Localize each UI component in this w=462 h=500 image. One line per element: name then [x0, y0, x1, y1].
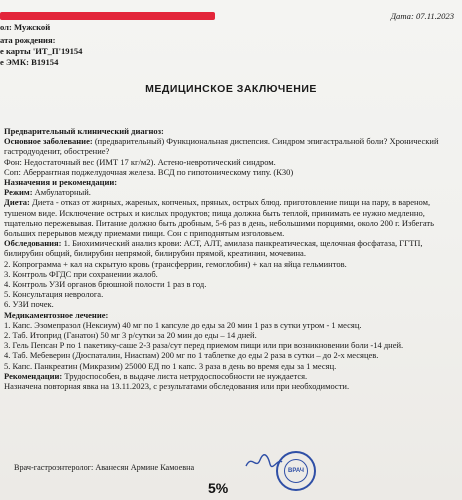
medication-item: 4. Таб. Мебеверин (Дюспаталин, Ниаспам) 200 мг по 1 таблетке до еды 2 раза в сутки – до 2-х месяцев.: [4, 350, 379, 361]
diet: [4, 197, 456, 238]
medication-item: 1. Капс. Эзомепразол (Нексиум) 40 мг по 1 капсуле до еды за 20 мин 1 раз в сутки утром - 1 месяц.: [4, 319, 362, 330]
background-diagnosis: Фон: Недостаточный вес (ИМТ 17 кг/м2). Астено-невротический синдром.: [4, 156, 276, 167]
document-date: Дата: 07.11.2023: [390, 11, 454, 21]
exam-item: 2. Копрограмма + кал на скрытую кровь (трансферрин, гемоглобин) + кал на яйца гельминтов.: [4, 258, 347, 269]
examinations: [4, 238, 456, 258]
examinations-label: Обследования:: [4, 238, 62, 249]
work-recommendation-label: Рекомендации:: [4, 370, 63, 381]
exam-item: 6. УЗИ почек.: [4, 299, 54, 310]
regimen-label: Режим:: [4, 187, 33, 198]
patient-card-number: е карты 'ИТ_П'19154: [0, 46, 83, 56]
doctor-signature-line: Врач-гастроэнтеролог: Аванесян Армине Камоевна: [14, 463, 195, 472]
redacted-patient-name: [0, 12, 215, 20]
doctor-stamp-icon: [276, 451, 316, 491]
medication-item: 2. Таб. Итоприд (Ганатон) 50 мг 3 р/сутки за 20 мин до еды – 14 дней.: [4, 330, 257, 341]
exam-item: 5. Консультация невролога.: [4, 289, 104, 300]
work-recommendation-text: Трудоспособен, в выдаче листа нетрудоспособности не нуждается.: [64, 370, 308, 381]
medication-heading: Медикаментозное лечение:: [4, 309, 109, 320]
patient-sex: ол: Мужской: [0, 22, 51, 32]
work-recommendation: [4, 371, 456, 381]
medication-item: 5. Капс. Панкреатин (Микразим) 25000 ЕД по 1 капс. 3 раза в день во время еды за 1 месяц.: [4, 360, 337, 371]
preliminary-diagnosis-heading: Предварительный клинический диагноз:: [4, 126, 164, 136]
diet-label: Диета:: [4, 197, 30, 208]
exam-item: 4. Контроль УЗИ органов брюшной полости 1 раз в год.: [4, 279, 207, 290]
patient-emk-number: е ЭМК: В19154: [0, 57, 59, 67]
main-disease: [4, 136, 456, 156]
regimen-text: Амбулаторный.: [34, 187, 91, 198]
exam-item: 3. Контроль ФГДС при сохранении жалоб.: [4, 268, 158, 279]
zoom-indicator: 5%: [208, 480, 229, 496]
recommendations-heading: Назначения и рекомендации:: [4, 177, 118, 188]
regimen: [4, 187, 456, 197]
examinations-text: 1. Биохимический анализ крови: АСТ, АЛТ, амилаза панкреатическая, щелочная фосфатаза, ГГТП, билирубин общий, билирубин непрямой, билирубин прямой, креатинин, мочевина.: [4, 238, 423, 259]
medication-item: 3. Гель Пепсан Р по 1 пакетику-саше 2-3 раза/сут перед приемом пищи или при возникновении боли -14 дней.: [4, 340, 404, 351]
concomitant-diagnosis: Соп: Аберрантная поджелудочная железа. ВСД по гипотоническому типу. (К30): [4, 166, 294, 177]
diet-text: Диета - отказ от жирных, жареных, копченых, пряных, острых блюд. приготовление пищи на пару, в вареном, тушеном виде. Исключение острых и кислых продуктов; пища должна быть теплой, принимать ее нужно медленно, тщательно пережевывая. Питание должно быть дробным, 5-6 раз в день, небольшими порциями, около 200 г. Избегать больших перерывов между приемами пищи. Сон с приподнятым изголовьем.: [4, 197, 434, 239]
next-visit: Назначена повторная явка на 13.11.2023, с результатами обследования или при необходимости.: [4, 381, 350, 392]
patient-birth-date: ата рождения:: [0, 35, 56, 45]
document-title: МЕДИЦИНСКОЕ ЗАКЛЮЧЕНИЕ: [145, 83, 317, 95]
diagnosis-block: [4, 126, 456, 391]
main-disease-text: (предварительный) Функциональная диспепсия. Синдром эпигастральной боли? Хронический гастродуоденит, обострение?: [4, 136, 439, 157]
main-disease-label: Основное заболевание:: [4, 136, 93, 147]
stamp-inner-ring: ВРАЧ: [284, 459, 308, 483]
